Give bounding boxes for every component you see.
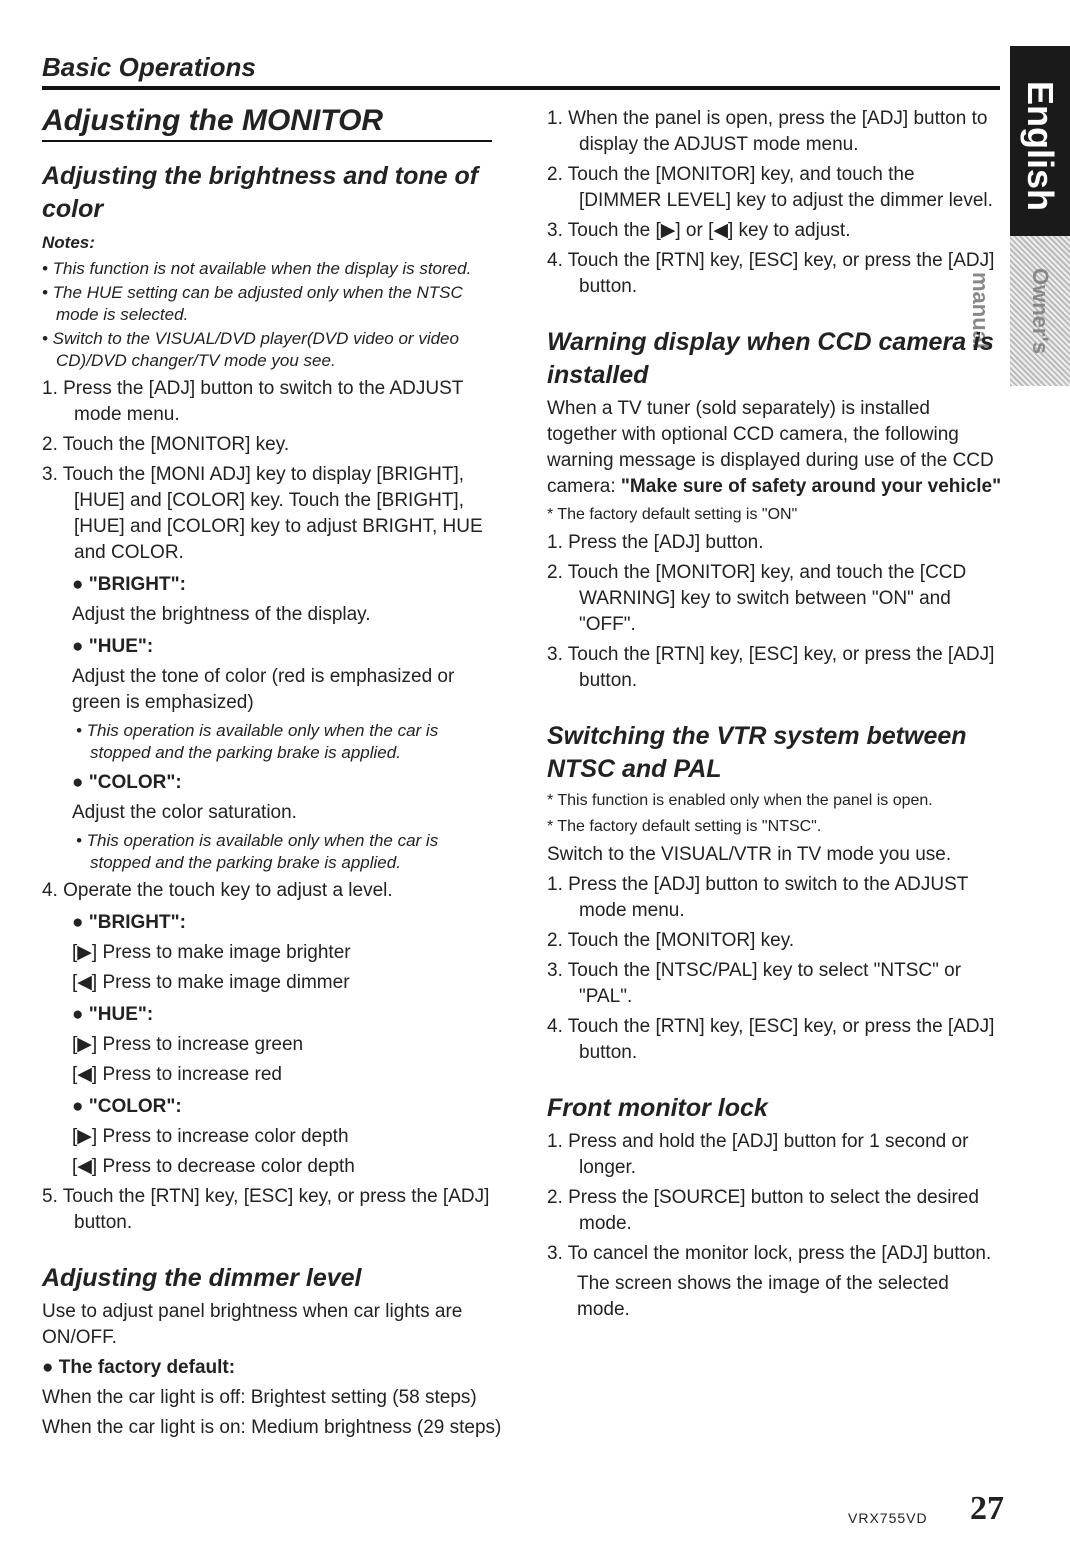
- step: 1. Press the [ADJ] button to switch to the ADJUST mode menu.: [42, 378, 464, 425]
- left-column: [42, 100, 502, 1445]
- sub-note: • This operation is available only when the car is stopped and the parking brake is applied.: [76, 721, 439, 762]
- language-label: English: [1020, 80, 1061, 211]
- ccd-intro: When a TV tuner (sold separately) is installed together with optional CCD camera, the following warning message is displayed during use of the CCD camera: "Make sure of safety around your vehicle": [547, 398, 1002, 497]
- step: 3. Touch the [▶] or [◀] key to adjust.: [547, 220, 851, 241]
- description: Adjust the tone of color (red is emphasized or green is emphasized): [72, 666, 455, 713]
- ccd-default: * The factory default setting is "ON": [547, 506, 798, 523]
- step: 1. Press the [ADJ] button to switch to the ADJUST mode menu.: [547, 874, 969, 921]
- step: 2. Touch the [MONITOR] key.: [42, 434, 290, 455]
- model-number: VRX755VD: [848, 1510, 928, 1526]
- step: 3. Touch the [RTN] key, [ESC] key, or press the [ADJ] button.: [547, 644, 995, 691]
- vtr-intro: Switch to the VISUAL/VTR in TV mode you use.: [547, 844, 952, 865]
- ccd-heading: Warning display when CCD camera is installed: [547, 328, 994, 389]
- key-description: [▶] Press to make image brighter: [72, 942, 351, 963]
- bullet-heading: ● "BRIGHT":: [72, 574, 186, 595]
- step: 4. Touch the [RTN] key, [ESC] key, or press the [ADJ] button.: [547, 1016, 995, 1063]
- note: • This function is not available when the display is stored.: [42, 259, 472, 278]
- key-description: [▶] Press to increase green: [72, 1034, 304, 1055]
- key-description: [◀] Press to increase red: [72, 1064, 282, 1085]
- dimmer-heading: Adjusting the dimmer level: [42, 1264, 362, 1292]
- vtr-note: * The factory default setting is "NTSC".: [547, 818, 822, 835]
- step: 4. Operate the touch key to adjust a level.: [42, 880, 393, 901]
- step: 4. Touch the [RTN] key, [ESC] key, or press the [ADJ] button.: [547, 250, 995, 297]
- dimmer-on: When the car light is on: Medium brightness (29 steps): [42, 1417, 502, 1438]
- lock-result: The screen shows the image of the selected mode.: [577, 1273, 949, 1320]
- factory-default-label: ● The factory default:: [42, 1357, 236, 1378]
- step: 2. Press the [SOURCE] button to select the desired mode.: [547, 1187, 979, 1234]
- description: Adjust the brightness of the display.: [72, 604, 371, 625]
- header-rule: [42, 86, 1000, 90]
- key-description: [▶] Press to increase color depth: [72, 1126, 349, 1147]
- step: 1. Press and hold the [ADJ] button for 1 second or longer.: [547, 1131, 969, 1178]
- language-tab: [968, 46, 1070, 354]
- step: 3. To cancel the monitor lock, press the [ADJ] button.: [547, 1243, 992, 1264]
- step: 2. Touch the [MONITOR] key, and touch the [CCD WARNING] key to switch between "ON" and "OFF".: [547, 562, 967, 635]
- brightness-heading: Adjusting the brightness and tone of color: [42, 162, 479, 223]
- section-header: Basic Operations: [42, 52, 256, 82]
- step: 1. Press the [ADJ] button.: [547, 532, 764, 553]
- key-description: [◀] Press to make image dimmer: [72, 972, 350, 993]
- step: 2. Touch the [MONITOR] key, and touch the [DIMMER LEVEL] key to adjust the dimmer level.: [547, 164, 993, 211]
- bullet-heading: ● "HUE":: [72, 1004, 154, 1025]
- key-description: [◀] Press to decrease color depth: [72, 1156, 355, 1177]
- vtr-heading: Switching the VTR system between NTSC and PAL: [547, 722, 967, 783]
- manual-label: Owner's manual: [1010, 236, 1070, 386]
- note: • Switch to the VISUAL/DVD player(DVD video or video CD)/DVD changer/TV mode you see.: [42, 329, 459, 370]
- lock-heading: Front monitor lock: [547, 1094, 768, 1122]
- note: • The HUE setting can be adjusted only when the NTSC mode is selected.: [42, 283, 463, 324]
- bullet-heading: ● "COLOR":: [72, 772, 182, 793]
- step: 1. When the panel is open, press the [ADJ] button to display the ADJUST mode menu.: [547, 108, 988, 155]
- dimmer-off: When the car light is off: Brightest setting (58 steps): [42, 1387, 477, 1408]
- description: Adjust the color saturation.: [72, 802, 297, 823]
- bullet-heading: ● "HUE":: [72, 636, 154, 657]
- page-number: 27: [970, 1490, 1004, 1527]
- step: 3. Touch the [NTSC/PAL] key to select "NTSC" or "PAL".: [547, 960, 962, 1007]
- step: 2. Touch the [MONITOR] key.: [547, 930, 795, 951]
- bullet-heading: ● "COLOR":: [72, 1096, 182, 1117]
- step: 3. Touch the [MONI ADJ] key to display [BRIGHT], [HUE] and [COLOR] key. Touch the [BRIGHT], [HUE] and [COLOR] key to adjust BRIGHT, HUE and COLOR.: [42, 464, 483, 563]
- sub-note: • This operation is available only when the car is stopped and the parking brake is applied.: [76, 831, 439, 872]
- vtr-note: * This function is enabled only when the panel is open.: [547, 792, 933, 809]
- right-column: [547, 100, 1002, 1327]
- notes-label: Notes:: [42, 233, 95, 252]
- dimmer-intro: Use to adjust panel brightness when car lights are ON/OFF.: [42, 1301, 463, 1348]
- page-title: Adjusting the MONITOR: [42, 108, 492, 142]
- bullet-heading: ● "BRIGHT":: [72, 912, 186, 933]
- step: 5. Touch the [RTN] key, [ESC] key, or press the [ADJ] button.: [42, 1186, 490, 1233]
